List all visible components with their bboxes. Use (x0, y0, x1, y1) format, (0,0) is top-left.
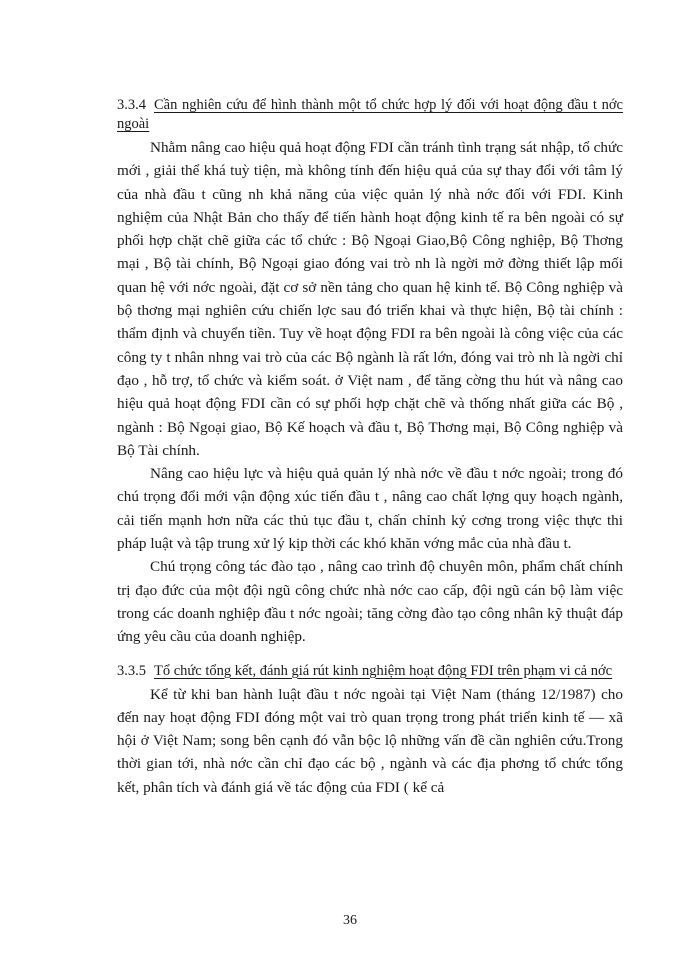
section-3-3-4 (117, 96, 623, 649)
page-number: 36 (343, 913, 357, 928)
section-number: 3.3.5 (117, 662, 146, 679)
body-paragraph: Nâng cao hiệu lực và hiệu quả quản lý nhà nớc về đầu t nớc ngoài; trong đó chú trọng đổi mới vận động xúc tiến đầu t , nâng cao chất lợng quy hoạch ngành, cải tiến mạnh hơn nữa các thủ tục đầu t, chấn chỉnh kỷ cơng trong việc thực thi pháp luật và tập trung xử lý kịp thời các khó khăn vớng mắc của nhà đầu t. (117, 465, 623, 553)
section-3-3-5 (117, 662, 623, 799)
text-area (117, 96, 623, 799)
section-heading (117, 96, 623, 134)
section-heading (117, 662, 623, 681)
body-paragraph: Kể từ khi ban hành luật đầu t nớc ngoài tại Việt Nam (tháng 12/1987) cho đến nay hoạt động FDI đóng một vai trò quan trọng trong phát triển kinh tế — xã hội ở Việt Nam; song bên cạnh đó vẫn bộc lộ những vấn đề cần nghiên cứu.Trong thời gian tới, nhà nớc cần chỉ đạo các bộ , ngành và các địa phơng tổ chức tổng kết, phân tích và đánh giá về tác động của FDI ( kể cả (117, 685, 623, 796)
section-number: 3.3.4 (117, 97, 146, 113)
section-title: Tổ chức tổng kết, đánh giá rút kinh nghiệm hoạt động FDI trên phạm vi cả nớc (154, 662, 613, 679)
section-title: Cần nghiên cứu để hình thành một tổ chức hợp lý đối với hoạt động đầu t nớc ngoài (117, 97, 623, 132)
body-paragraph: Nhằm nâng cao hiệu quả hoạt động FDI cần tránh tình trạng sát nhập, tổ chức mới , giải thể khá tuỳ tiện, mà không tính đến hiệu quả của sự thay đổi với tâm lý của nhà đầu t cũng nh khả năng của việc quản lý nhà nớc đối với FDI. Kinh nghiệm của Nhật Bản cho thấy để tiến hành hoạt động kinh tế ra bên ngoài có sự phối hợp chặt chẽ giữa các tổ chức : Bộ Ngoại Giao,Bộ Công nghiệp, Bộ Thơng mại , Bộ tài chính, Bộ Ngoại giao đóng vai trò nh là ngời mở đờng thiết lập mối quan hệ với nớc ngoài, đặt cơ sở nền tảng cho quan hệ kinh tế. Bộ Công nghiệp và bộ thơng mại nghiên cứu chiến lợc sau đó triển khai và thực hiện, Bộ tài chính : thẩm định và chuyển tiền. Tuy về hoạt động FDI ra bên ngoài là công việc của các công ty t nhân nhng vai trò của các Bộ ngành là rất lớn, đóng vai trò nh là ngời chỉ đạo , hỗ trợ, tổ chức và kiểm soát. ở Việt nam , để tăng cờng thu hút và nâng cao hiệu quả hoạt động FDI cần có sự phối hợp chặt chẽ và thống nhất giữa các Bộ , ngành : Bộ Ngoại giao, Bộ Kế hoạch và đầu t, Bộ Thơng mại, Bộ Công nghiệp và Bộ Tài chính. (117, 139, 623, 459)
body-paragraph: Chú trọng công tác đào tạo , nâng cao trình độ chuyên môn, phẩm chất chính trị đạo đức của một đội ngũ công chức nhà nớc cao cấp, đội ngũ cán bộ làm việc trong các doanh nghiệp đầu t nớc ngoài; tăng cờng đào tạo công nhân kỹ thuật đáp ứng yêu cầu của doanh nghiệp. (117, 558, 623, 646)
